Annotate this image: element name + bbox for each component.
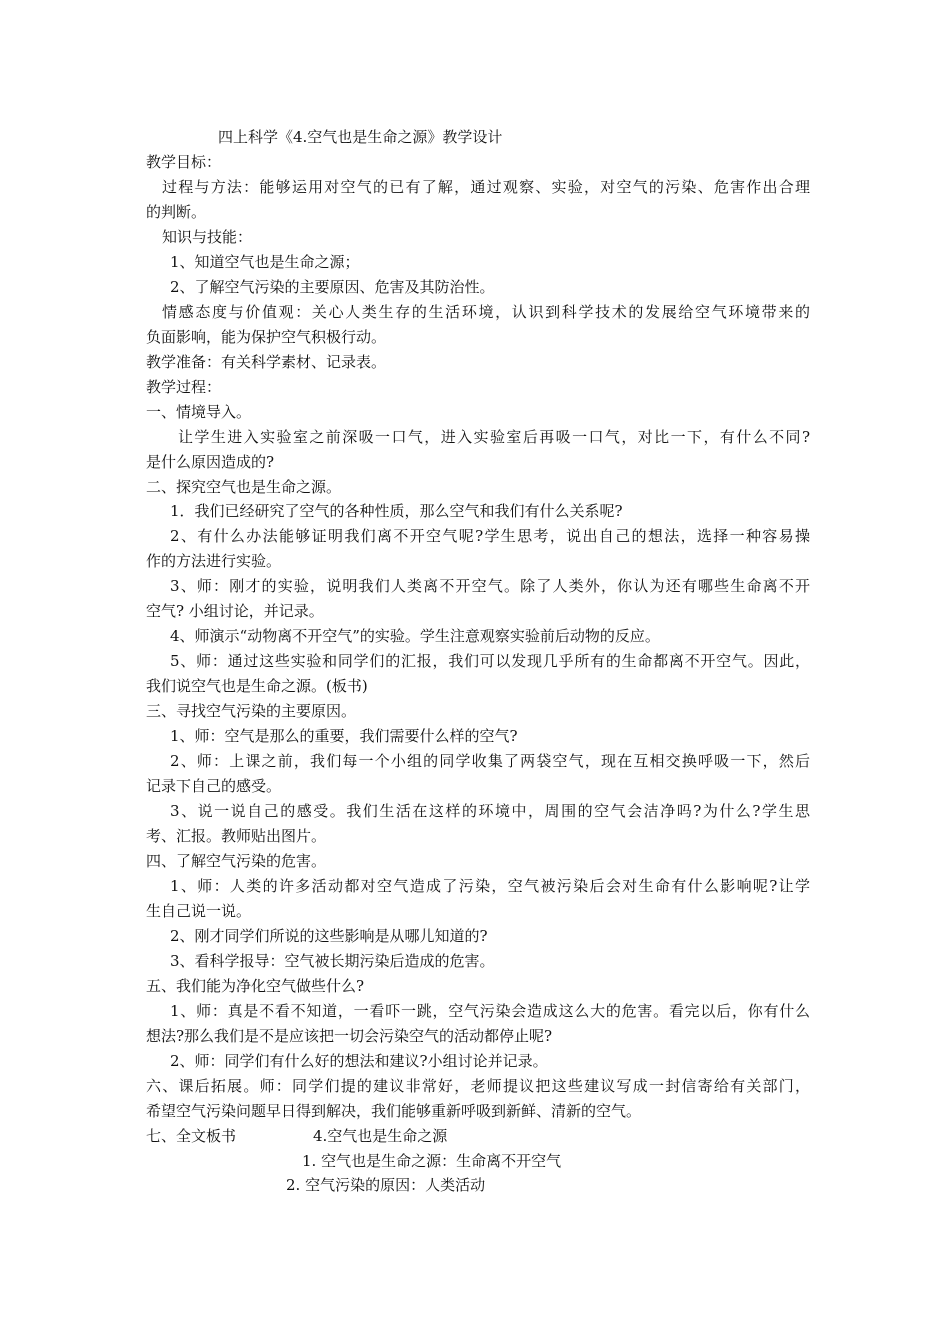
text-line: 让学生进入实验室之前深吸一口气，进入实验室后再吸一口气，对比一下，有什么不同? xyxy=(178,428,810,446)
text-line: 考、汇报。教师贴出图片。 xyxy=(146,827,327,845)
board-item: 2. 空气污染的原因：人类活动 xyxy=(286,1176,486,1194)
text-line: 2、刚才同学们所说的这些影响是从哪儿知道的? xyxy=(170,927,488,945)
text-line: 1、师：人类的许多活动都对空气造成了污染，空气被污染后会对生命有什么影响呢?让学 xyxy=(170,877,810,895)
text-line: 1、师：真是不看不知道，一看吓一跳，空气污染会造成这么大的危害。看完以后，你有什么 xyxy=(170,1002,810,1020)
text-line: 2、有什么办法能够证明我们离不开空气呢?学生思考，说出自己的想法，选择一种容易操 xyxy=(170,527,810,545)
text-line: 四、了解空气污染的危害。 xyxy=(146,852,327,870)
text-line: 2、师：同学们有什么好的想法和建议?小组讨论并记录。 xyxy=(170,1052,548,1070)
text-line: 1、师：空气是那么的重要，我们需要什么样的空气? xyxy=(170,727,518,745)
text-line: 二、探究空气也是生命之源。 xyxy=(146,478,342,496)
text-line: 3、师：刚才的实验，说明我们人类离不开空气。除了人类外，你认为还有哪些生命离不开 xyxy=(170,577,810,595)
text-line: 教学过程： xyxy=(146,378,222,396)
text-line: 作的方法进行实验。 xyxy=(146,552,282,570)
text-line: 我们说空气也是生命之源。(板书) xyxy=(146,677,368,695)
text-line: 教学准备：有关科学素材、记录表。 xyxy=(146,353,387,371)
text-line: 想法?那么我们是不是应该把一切会污染空气的活动都停止呢? xyxy=(146,1027,553,1045)
text-line: 希望空气污染问题早日得到解决，我们能够重新呼吸到新鲜、清新的空气。 xyxy=(146,1102,642,1120)
text-line: 三、寻找空气污染的主要原因。 xyxy=(146,702,357,720)
text-line: 1．我们已经研究了空气的各种性质，那么空气和我们有什么关系呢? xyxy=(170,502,623,520)
text-line: 3、说一说自己的感受。我们生活在这样的环境中，周围的空气会洁净吗?为什么?学生思 xyxy=(170,802,810,820)
text-line: 的判断。 xyxy=(146,203,207,221)
text-line: 情感态度与价值观：关心人类生存的生活环境，认识到科学技术的发展给空气环境带来的 xyxy=(162,303,810,321)
text-line: 2、了解空气污染的主要原因、危害及其防治性。 xyxy=(170,278,495,296)
text-line: 2、师：上课之前，我们每一个小组的同学收集了两袋空气，现在互相交换呼吸一下，然后 xyxy=(170,752,810,770)
text-line: 空气? 小组讨论，并记录。 xyxy=(146,602,324,620)
text-line: 知识与技能： xyxy=(162,228,253,246)
document-title: 四上科学《4.空气也是生命之源》教学设计 xyxy=(218,128,503,146)
text-line: 是什么原因造成的? xyxy=(146,453,275,471)
text-line: 1、知道空气也是生命之源； xyxy=(170,253,360,271)
text-line: 六、课后拓展。师：同学们提的建议非常好，老师提议把这些建议写成一封信寄给有关部门， xyxy=(146,1077,810,1095)
board-heading: 4.空气也是生命之源 xyxy=(313,1127,448,1145)
text-line: 3、看科学报导：空气被长期污染后造成的危害。 xyxy=(170,952,495,970)
text-line: 4、师演示“动物离不开空气”的实验。学生注意观察实验前后动物的反应。 xyxy=(170,627,660,645)
text-line: 生自己说一说。 xyxy=(146,902,252,920)
board-item: 1. 空气也是生命之源：生命离不开空气 xyxy=(302,1152,562,1170)
text-line: 负面影响，能为保护空气积极行动。 xyxy=(146,328,387,346)
board-label: 七、全文板书 xyxy=(146,1127,237,1145)
text-line: 五、我们能为净化空气做些什么? xyxy=(146,977,365,995)
text-line: 5、师：通过这些实验和同学们的汇报，我们可以发现几乎所有的生命都离不开空气。因此， xyxy=(170,652,810,670)
text-line: 记录下自己的感受。 xyxy=(146,777,282,795)
text-line: 教学目标： xyxy=(146,153,222,171)
text-line: 一、情境导入。 xyxy=(146,403,252,421)
text-line: 过程与方法：能够运用对空气的已有了解，通过观察、实验，对空气的污染、危害作出合理 xyxy=(162,178,810,196)
